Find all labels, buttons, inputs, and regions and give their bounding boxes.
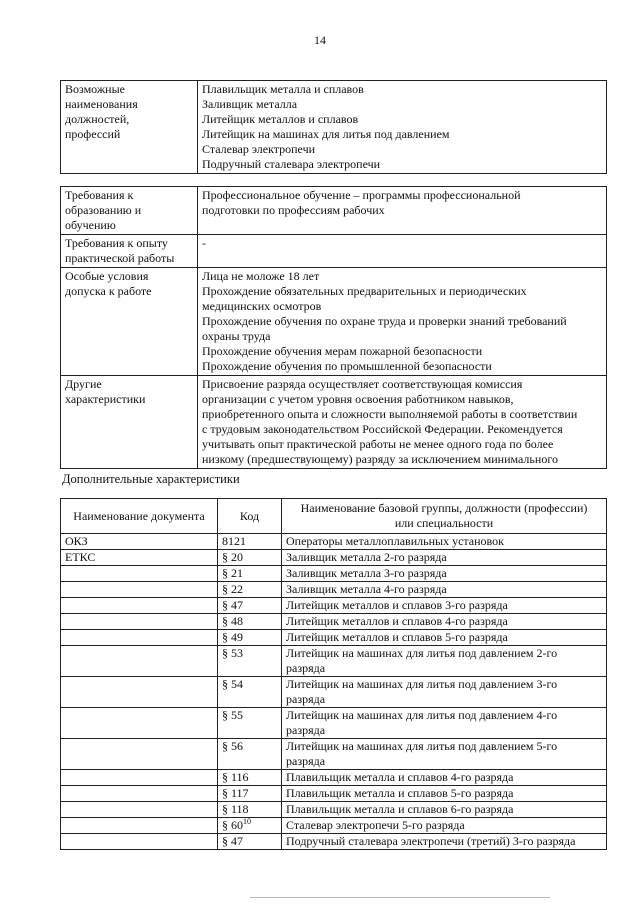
header-code: Код	[218, 499, 282, 534]
value-line: -	[202, 236, 206, 250]
name-line: Заливщик металла 4-го разряда	[286, 582, 447, 596]
table-row	[61, 739, 607, 770]
document-name-cell: ЕТКС	[61, 550, 218, 566]
document-name-cell	[61, 614, 218, 630]
name-line: разряда	[286, 723, 326, 737]
code-cell	[218, 646, 282, 677]
occupation-item: Подручный сталевара электропечи	[202, 157, 381, 171]
code-text: § 53	[222, 646, 243, 660]
header-line: Наименование базовой группы, должности (профессии)	[300, 501, 588, 515]
code-cell	[218, 598, 282, 614]
base-group-name-cell	[282, 566, 607, 582]
section-title: Дополнительные характеристики	[62, 472, 240, 486]
name-line: Заливщик металла 3-го разряда	[286, 566, 447, 580]
value-line: подготовки по профессиям рабочих	[202, 203, 385, 217]
code-cell	[218, 802, 282, 818]
label-line: практической работы	[65, 251, 175, 265]
name-line: Сталевар электропечи 5-го разряда	[286, 818, 465, 832]
occupation-item: Сталевар электропечи	[202, 142, 316, 156]
base-group-name-cell	[282, 834, 607, 850]
table-row	[61, 708, 607, 739]
name-line: Литейщик на машинах для литья под давлением 3-го	[286, 677, 558, 691]
code-text: § 60	[222, 818, 243, 832]
table-header-row	[61, 499, 607, 534]
code-cell	[218, 677, 282, 708]
table-row	[61, 786, 607, 802]
label-line: Другие	[65, 377, 102, 391]
code-text: § 47	[222, 834, 243, 848]
experience-requirements-value	[198, 235, 607, 268]
code-text: § 117	[222, 786, 249, 800]
label-line: образованию и	[65, 203, 142, 217]
experience-requirements-label	[61, 235, 198, 268]
value-line: Прохождение обучения по промышленной безопасности	[202, 359, 492, 373]
base-group-name-cell	[282, 614, 607, 630]
other-characteristics-row	[61, 376, 607, 469]
name-line: Заливщик металла 2-го разряда	[286, 550, 447, 564]
code-text: § 20	[222, 550, 243, 564]
code-cell	[218, 566, 282, 582]
education-requirements-label	[61, 187, 198, 235]
document-name-cell	[61, 598, 218, 614]
table-row	[61, 770, 607, 786]
name-line: Литейщик на машинах для литья под давлением 2-го	[286, 646, 558, 660]
code-cell	[218, 786, 282, 802]
code-cell	[218, 739, 282, 770]
label-line: Требования к опыту	[65, 236, 168, 250]
admission-conditions-label	[61, 268, 198, 376]
value-line: Прохождение обучения мерам пожарной безопасности	[202, 344, 483, 358]
value-line: учитывать опыт практической работы не менее одного года по более	[202, 437, 554, 451]
page-edge	[250, 897, 550, 898]
table-row	[61, 630, 607, 646]
occupations-table	[60, 80, 607, 174]
base-group-name-cell	[282, 646, 607, 677]
experience-requirements-row	[61, 235, 607, 268]
label-line: обучению	[65, 218, 116, 232]
document-name-cell	[61, 786, 218, 802]
base-group-name-cell	[282, 770, 607, 786]
document-name-cell	[61, 802, 218, 818]
base-group-name-cell	[282, 786, 607, 802]
header-line: или специальности	[394, 516, 494, 530]
education-requirements-row	[61, 187, 607, 235]
value-line: охраны труда	[202, 329, 271, 343]
base-group-name-cell	[282, 598, 607, 614]
code-text: § 48	[222, 614, 243, 628]
code-cell	[218, 630, 282, 646]
code-text: § 56	[222, 739, 243, 753]
base-group-name-cell	[282, 534, 607, 550]
name-line: Литейщик металлов и сплавов 3-го разряда	[286, 598, 508, 612]
occupation-item: Заливщик металла	[202, 97, 298, 111]
base-group-name-cell	[282, 677, 607, 708]
document-name-cell	[61, 818, 218, 834]
value-line: организации с учетом уровня освоения работником навыков,	[202, 392, 514, 406]
label-line: Особые условия	[65, 269, 149, 283]
name-line: разряда	[286, 692, 326, 706]
occupations-row	[61, 81, 607, 174]
value-line: Профессиональное обучение – программы профессиональной	[202, 188, 521, 202]
header-document-name: Наименование документа	[61, 499, 218, 534]
table-row	[61, 550, 607, 566]
document-name-cell: ОКЗ	[61, 534, 218, 550]
base-group-name-cell	[282, 739, 607, 770]
occupations-label	[61, 81, 198, 174]
code-cell	[218, 818, 282, 834]
table-row	[61, 646, 607, 677]
code-cell	[218, 582, 282, 598]
label-line: Требования к	[65, 188, 134, 202]
base-group-name-cell	[282, 550, 607, 566]
value-line: приобретенного опыта и сложности выполняемой работы в соответствии	[202, 407, 578, 421]
name-line: Плавильщик металла и сплавов 6-го разряда	[286, 802, 514, 816]
occupations-label-line: должностей,	[65, 112, 130, 126]
table-row	[61, 566, 607, 582]
code-cell	[218, 550, 282, 566]
document-name-cell	[61, 566, 218, 582]
code-text: § 22	[222, 582, 243, 596]
education-requirements-value	[198, 187, 607, 235]
document-name-cell	[61, 582, 218, 598]
code-text: § 118	[222, 802, 249, 816]
name-line: Литейщик металлов и сплавов 4-го разряда	[286, 614, 508, 628]
base-group-name-cell	[282, 582, 607, 598]
name-line: Операторы металлоплавильных установок	[286, 534, 504, 548]
page-number: 14	[314, 33, 326, 47]
code-cell	[218, 834, 282, 850]
document-name-cell	[61, 739, 218, 770]
label-line: характеристики	[65, 392, 146, 406]
label-line: допуска к работе	[65, 284, 152, 298]
code-cell	[218, 708, 282, 739]
value-line: Прохождение обязательных предварительных и периодических	[202, 284, 527, 298]
code-text: 8121	[222, 534, 246, 548]
code-text: § 49	[222, 630, 243, 644]
occupations-label-line: наименования	[65, 97, 138, 111]
value-line: медицинских осмотров	[202, 299, 322, 313]
name-line: разряда	[286, 754, 326, 768]
document-name-cell	[61, 646, 218, 677]
other-characteristics-value	[198, 376, 607, 469]
document-name-cell	[61, 834, 218, 850]
document-name-cell	[61, 630, 218, 646]
value-line: Лица не моложе 18 лет	[202, 269, 320, 283]
table-row	[61, 614, 607, 630]
occupation-item: Плавильщик металла и сплавов	[202, 82, 364, 96]
value-line: Прохождение обучения по охране труда и проверки знаний требований	[202, 314, 567, 328]
table-row	[61, 802, 607, 818]
admission-conditions-value	[198, 268, 607, 376]
requirements-table	[60, 186, 607, 469]
additional-characteristics-table	[60, 498, 607, 850]
name-line: разряда	[286, 661, 326, 675]
base-group-name-cell	[282, 630, 607, 646]
value-line: Присвоение разряда осуществляет соответствующая комиссия	[202, 377, 523, 391]
header-base-group-name	[282, 499, 607, 534]
document-name-cell	[61, 708, 218, 739]
value-line: низкому (предшествующему) разряду за исключением минимального	[202, 452, 558, 466]
table-row	[61, 598, 607, 614]
code-cell	[218, 534, 282, 550]
code-superscript: 10	[243, 817, 251, 826]
table-row	[61, 834, 607, 850]
code-cell	[218, 614, 282, 630]
name-line: Литейщик на машинах для литья под давлением 4-го	[286, 708, 558, 722]
base-group-name-cell	[282, 818, 607, 834]
code-text: § 47	[222, 598, 243, 612]
occupations-values	[198, 81, 607, 174]
code-text: § 54	[222, 677, 243, 691]
admission-conditions-row	[61, 268, 607, 376]
code-text: § 21	[222, 566, 243, 580]
table-body	[61, 534, 607, 850]
base-group-name-cell	[282, 708, 607, 739]
occupation-item: Литейщик металлов и сплавов	[202, 112, 359, 126]
table-row	[61, 534, 607, 550]
code-text: § 116	[222, 770, 249, 784]
table-row	[61, 582, 607, 598]
code-cell	[218, 770, 282, 786]
name-line: Литейщик металлов и сплавов 5-го разряда	[286, 630, 508, 644]
name-line: Подручный сталевара электропечи (третий) 3-го разряда	[286, 834, 576, 848]
occupation-item: Литейщик на машинах для литья под давлением	[202, 127, 450, 141]
code-text: § 55	[222, 708, 243, 722]
document-name-cell	[61, 677, 218, 708]
value-line: с трудовым законодательством Российской Федерации. Рекомендуется	[202, 422, 563, 436]
occupations-label-line: профессий	[65, 127, 121, 141]
occupations-label-line: Возможные	[65, 82, 125, 96]
table-row	[61, 677, 607, 708]
document-name-cell	[61, 770, 218, 786]
table-row	[61, 818, 607, 834]
name-line: Литейщик на машинах для литья под давлением 5-го	[286, 739, 558, 753]
name-line: Плавильщик металла и сплавов 5-го разряда	[286, 786, 514, 800]
other-characteristics-label	[61, 376, 198, 469]
name-line: Плавильщик металла и сплавов 4-го разряда	[286, 770, 514, 784]
base-group-name-cell	[282, 802, 607, 818]
